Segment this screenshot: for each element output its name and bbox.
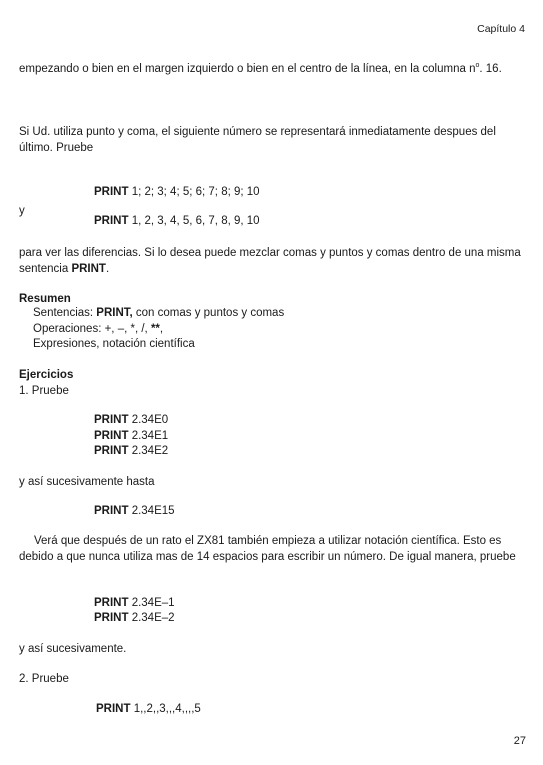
keyword-print: PRINT (71, 263, 106, 275)
keyword-print: PRINT (94, 430, 129, 442)
conjunction-y: y (19, 205, 25, 217)
paragraph-punto-coma: Si Ud. utiliza punto y coma, el siguiente número se representará inmediatamente despues del último. Pruebe (19, 126, 496, 154)
code-line-e15 (94, 503, 175, 519)
paragraph-text: para ver las diferencias. Si lo desea puede mezclar comas y puntos y comas dentro de una misma sentencia (19, 247, 521, 275)
code-line-em2 (94, 610, 175, 626)
keyword-print: PRINT (94, 215, 129, 227)
power-operator: ** (150, 323, 160, 335)
code-line-em1 (94, 595, 175, 611)
code-line-e0 (94, 412, 168, 428)
code-line-e2 (94, 443, 168, 459)
label: Sentencias: (33, 307, 97, 319)
ejercicio-2-label: 2. Pruebe (19, 673, 69, 685)
code-args: 1, 2, 3, 4, 5, 6, 7, 8, 9, 10 (128, 215, 260, 227)
keyword-print: PRINT (94, 445, 129, 457)
sucesivamente-line: y así sucesivamente. (19, 643, 127, 655)
paragraph-columna (19, 61, 527, 77)
keyword-print: PRINT (94, 505, 129, 517)
code-args: 2.34E1 (128, 430, 169, 442)
keyword-print: PRINT (96, 703, 131, 715)
keyword-print: PRINT (94, 414, 129, 426)
code-args: 1; 2; 3; 4; 5; 6; 7; 8; 9; 10 (128, 186, 260, 198)
paragraph-text: empezando o bien en el margen izquierdo o bien en el centro de la línea, en la columna n (19, 63, 476, 75)
code-line-semicolons (94, 184, 260, 200)
code-args: 2.34E–1 (128, 597, 175, 609)
resumen-sentencias (33, 305, 284, 321)
ejercicios-heading: Ejercicios (19, 369, 74, 381)
resumen-heading: Resumen (19, 293, 71, 305)
chapter-header: Capítulo 4 (477, 23, 525, 35)
code-line-commas (94, 213, 260, 229)
code-line-commas-mixed (96, 701, 201, 717)
keyword-print: PRINT (94, 612, 129, 624)
code-args: 2.34E2 (128, 445, 169, 457)
code-args: 2.34E15 (128, 505, 175, 517)
page-number: 27 (513, 735, 526, 747)
keyword-print: PRINT (94, 597, 129, 609)
code-line-e1 (94, 428, 168, 444)
code-args: 1,,2,,3,,,4,,,,5 (130, 703, 201, 715)
label-end: , (159, 323, 164, 335)
keyword-print: PRINT, (96, 307, 133, 319)
superscript: o (475, 62, 480, 70)
code-args: 2.34E–2 (128, 612, 175, 624)
keyword-print: PRINT (94, 186, 129, 198)
label-rest: con comas y puntos y comas (132, 307, 285, 319)
resumen-operaciones (33, 321, 163, 337)
paragraph-text-end: . (105, 263, 110, 275)
label: Operaciones: +, –, *, /, (33, 323, 151, 335)
ejercicio-1-label: 1. Pruebe (19, 385, 69, 397)
code-args: 2.34E0 (128, 414, 169, 426)
paragraph-diferencias (19, 245, 527, 277)
paragraph-text-end: . 16. (479, 63, 502, 75)
paragraph-notacion: Verá que después de un rato el ZX81 también empieza a utilizar notación científica. Esto es debido a que nunca utiliza mas de 14 espacios para escribir un número. De igual manera, pruebe (19, 535, 516, 563)
hasta-line: y así sucesivamente hasta (19, 476, 155, 488)
resumen-expresiones: Expresiones, notación científica (33, 338, 195, 350)
